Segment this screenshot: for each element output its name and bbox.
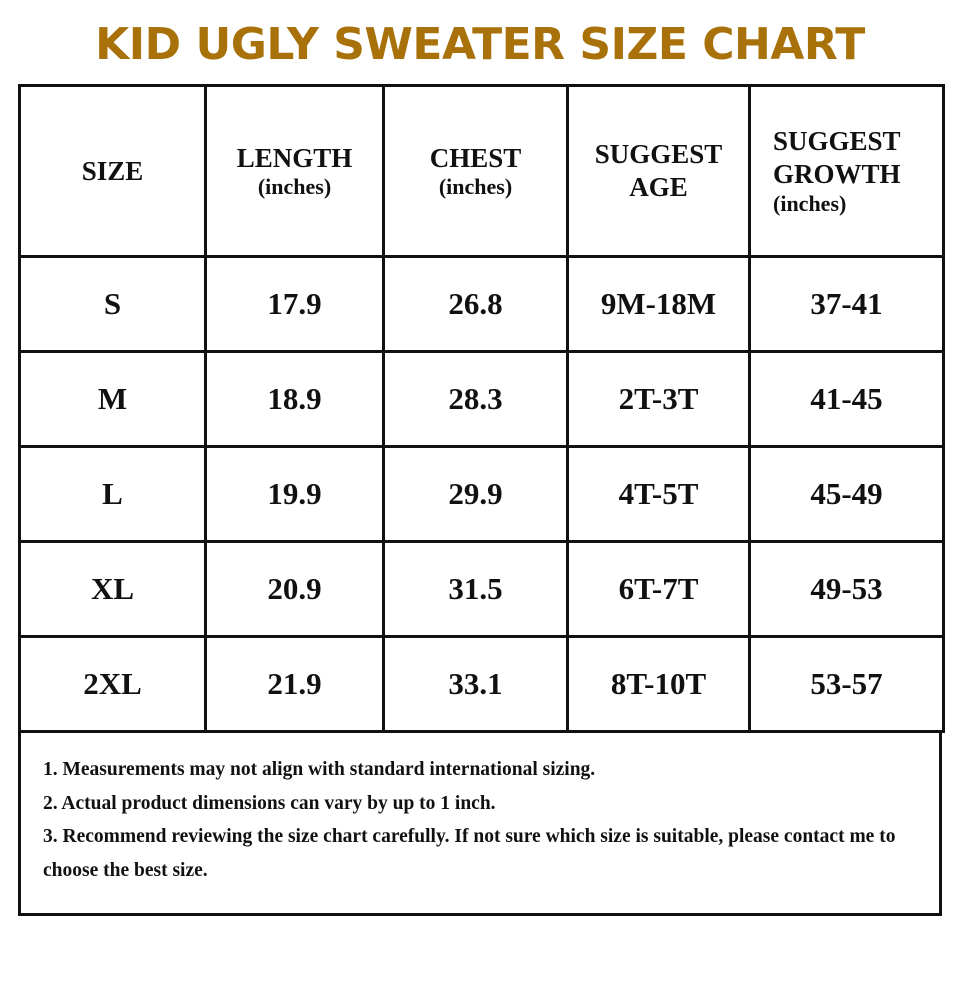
cell-age: 6T-7T (568, 542, 750, 637)
column-header-age-label: SUGGEST AGE (594, 139, 723, 203)
column-header-length-label: LENGTH (236, 142, 353, 173)
cell-size: L (20, 447, 206, 542)
note-item: 3. Recommend reviewing the size chart carefully. If not sure which size is suitable, please contact me to choose the best size. (43, 826, 896, 881)
cell-growth: 41-45 (750, 352, 944, 447)
column-header-size-label: SIZE (81, 155, 144, 186)
cell-length: 20.9 (206, 542, 384, 637)
cell-growth: 53-57 (750, 637, 944, 732)
table-row (20, 637, 944, 732)
cell-chest: 33.1 (384, 637, 568, 732)
size-chart-page (0, 19, 960, 982)
note-item: 1. Measurements may not align with standard international sizing. (43, 759, 596, 781)
cell-chest: 29.9 (384, 447, 568, 542)
cell-length: 18.9 (206, 352, 384, 447)
cell-size: XL (20, 542, 206, 637)
cell-growth: 45-49 (750, 447, 944, 542)
column-header-age (568, 86, 750, 257)
table-body (20, 257, 944, 732)
cell-growth: 49-53 (750, 542, 944, 637)
column-header-growth (750, 86, 944, 257)
cell-size: S (20, 257, 206, 352)
column-header-growth-unit: (inches) (773, 190, 847, 216)
notes-section (18, 733, 942, 916)
table-row (20, 352, 944, 447)
cell-length: 19.9 (206, 447, 384, 542)
cell-age: 2T-3T (568, 352, 750, 447)
cell-chest: 28.3 (384, 352, 568, 447)
table-row (20, 447, 944, 542)
table-header-row (20, 86, 944, 257)
column-header-chest-label: CHEST (429, 142, 522, 173)
table-row (20, 542, 944, 637)
cell-length: 17.9 (206, 257, 384, 352)
column-header-chest (384, 86, 568, 257)
cell-length: 21.9 (206, 637, 384, 732)
column-header-length (206, 86, 384, 257)
cell-chest: 31.5 (384, 542, 568, 637)
cell-growth: 37-41 (750, 257, 944, 352)
page-title: KID UGLY SWEATER SIZE CHART (95, 19, 865, 70)
note-item: 2. Actual product dimensions can vary by up to 1 inch. (43, 792, 496, 814)
cell-age: 8T-10T (568, 637, 750, 732)
column-header-growth-label: SUGGEST GROWTH (773, 126, 901, 189)
cell-age: 4T-5T (568, 447, 750, 542)
size-chart-table (18, 84, 945, 733)
table-row (20, 257, 944, 352)
cell-size: 2XL (20, 637, 206, 732)
cell-age: 9M-18M (568, 257, 750, 352)
cell-size: M (20, 352, 206, 447)
column-header-size (20, 86, 206, 257)
cell-chest: 26.8 (384, 257, 568, 352)
column-header-length-unit: (inches) (257, 174, 332, 200)
column-header-chest-unit: (inches) (438, 174, 513, 200)
table-header (20, 86, 944, 257)
